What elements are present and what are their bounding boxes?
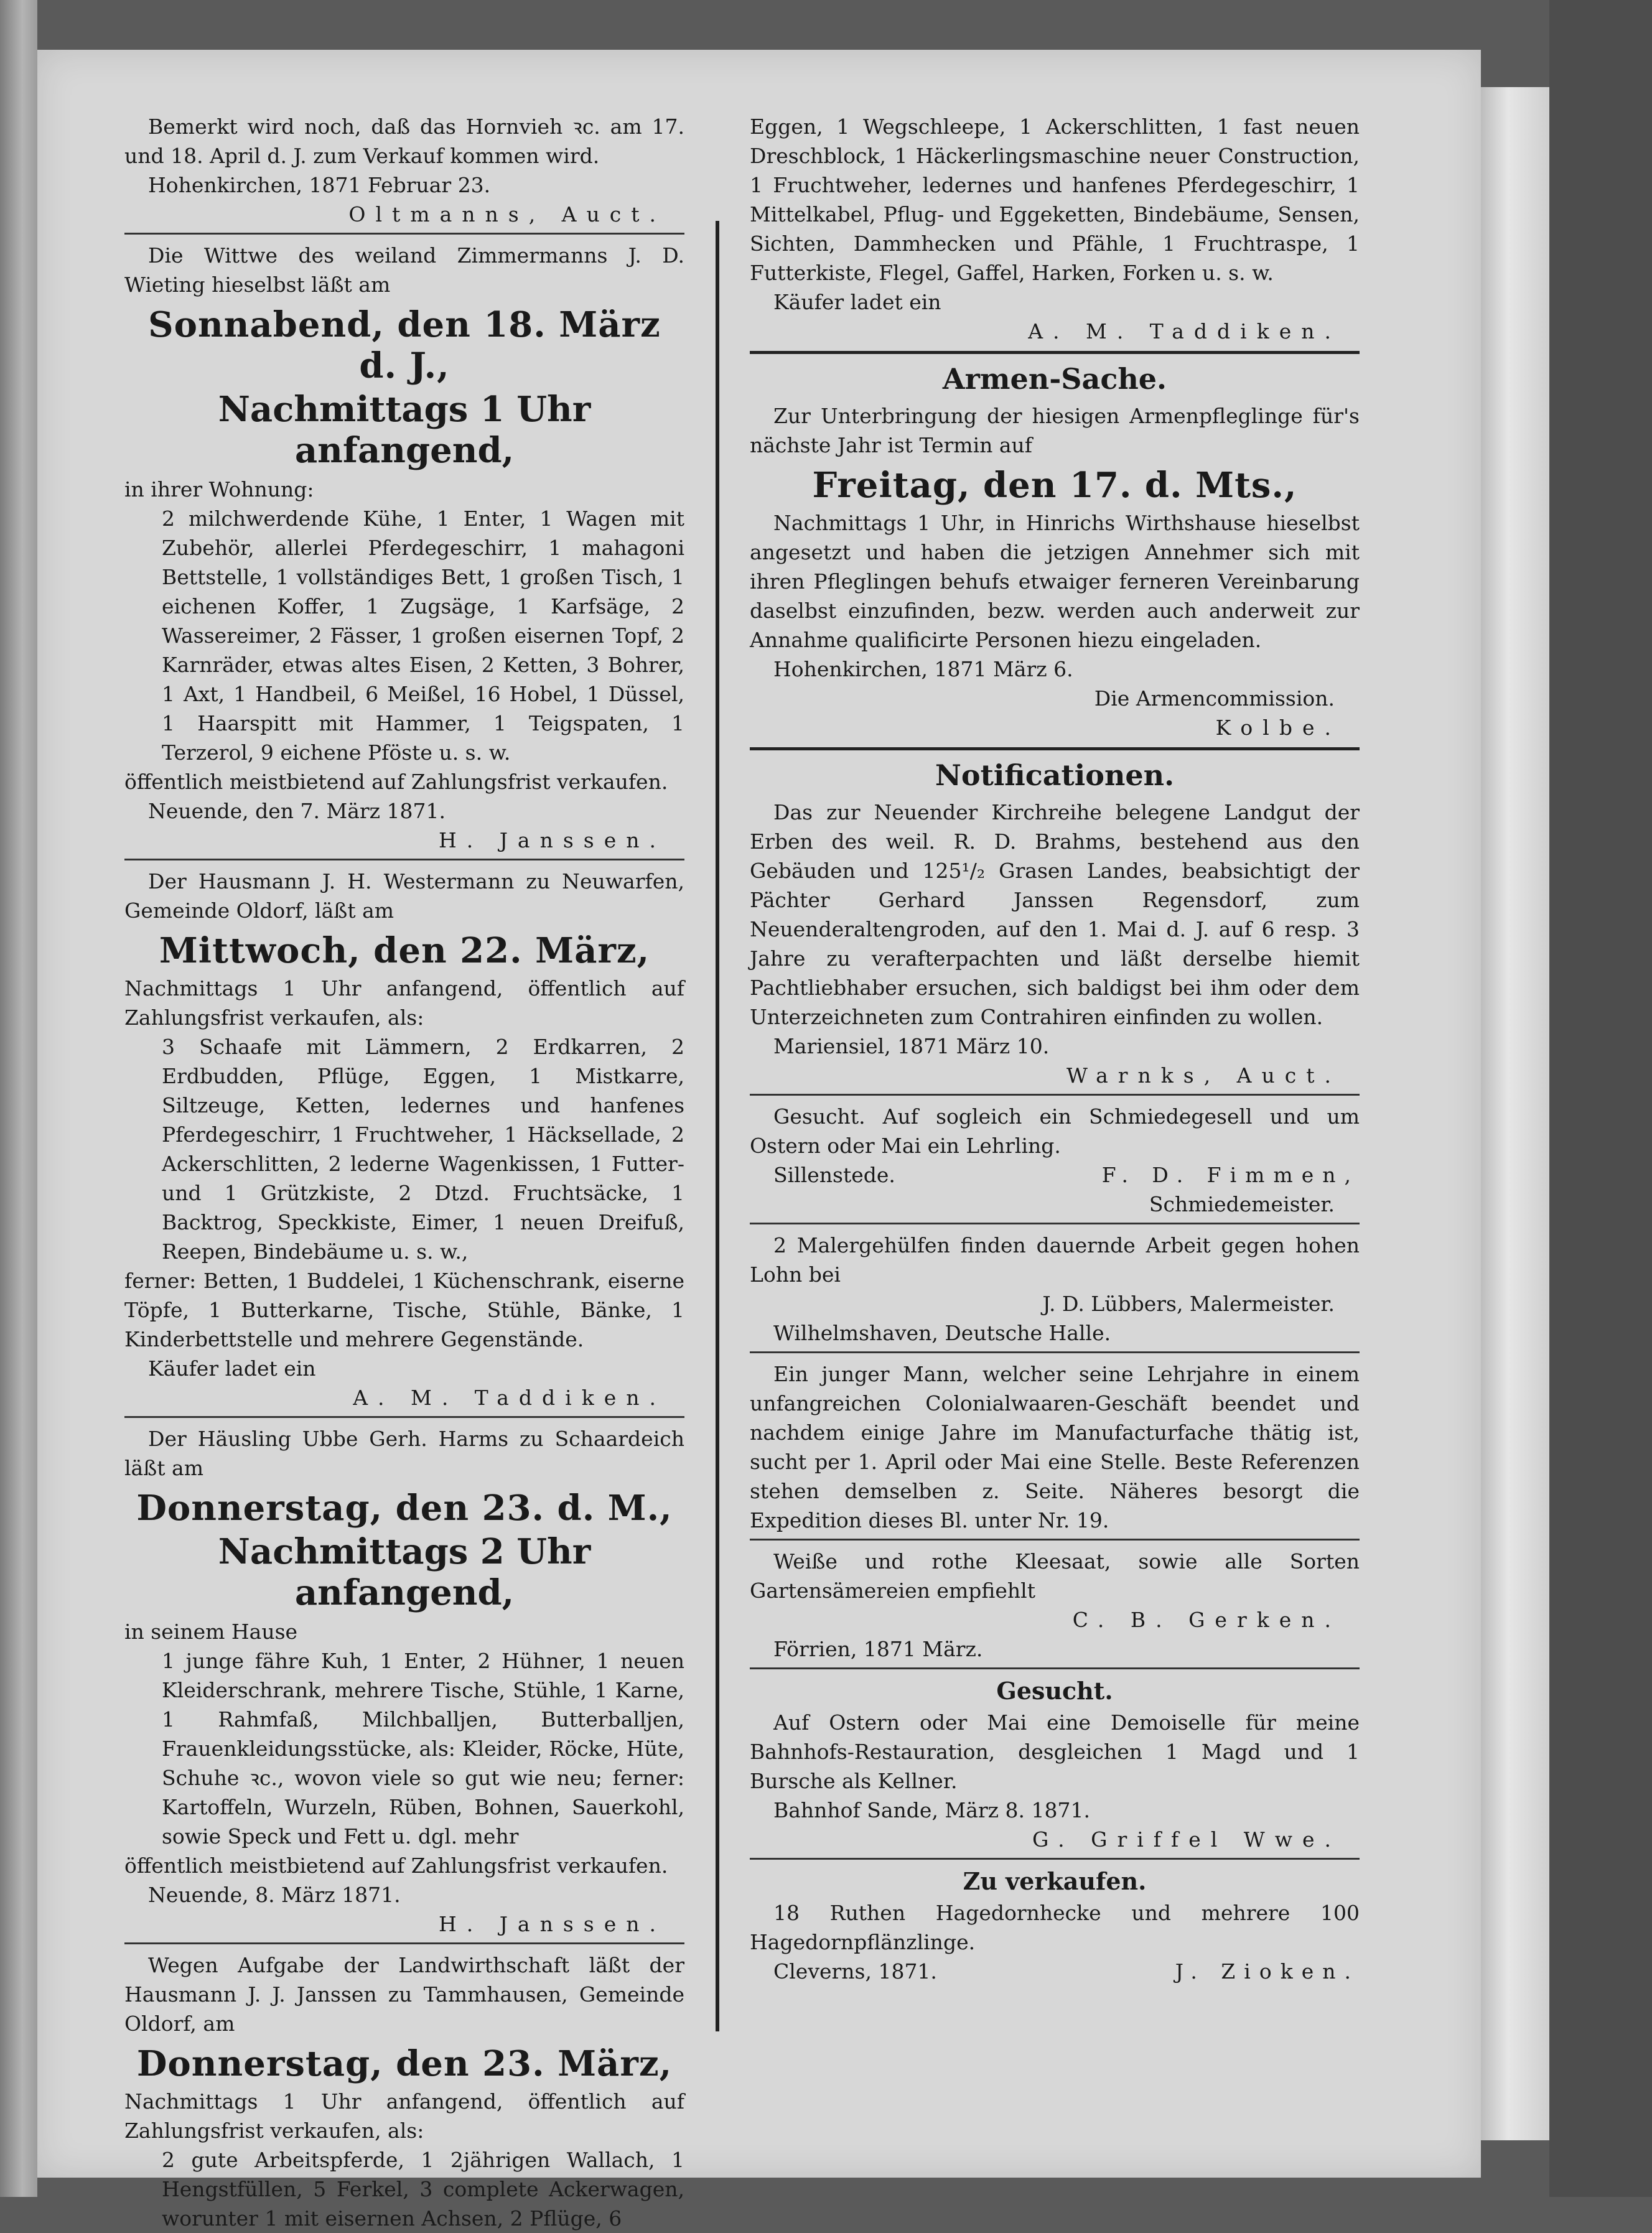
section-heading: Armen-Sache. bbox=[942, 362, 1167, 396]
auction-item-list: 3 Schaafe mit Lämmern, 2 Erdkarren, 2 Erdbudden, Pflüge, Eggen, 1 Mistkarre, Siltzeuge, Ketten, ledernes und hanfenes Pferdegeschirr, 1 Fruchtweher, 1 Häcksellade, 2 Ackerschlitten, 2 lederne Wagenkissen, 1 Futter- und 1 Grützkiste, 2 Dtzd. Fruchtsäcke, 1 Backtrog, Speckkiste, Eimer, 1 neuen Dreifuß, Reepen, Bindebäume u. s. w., bbox=[162, 1035, 684, 1264]
notice-text: Gesucht. Auf sogleich ein Schmiedegesell und um Ostern oder Mai ein Lehrling. bbox=[750, 1104, 1360, 1158]
auction-time-heading: Nachmittags 2 Uhr anfangend, bbox=[218, 1531, 591, 1613]
notice-rule bbox=[750, 1351, 1360, 1353]
notice-armen-sache bbox=[750, 360, 1360, 742]
book-spine bbox=[0, 0, 37, 2197]
notice-junger-mann bbox=[750, 1359, 1360, 1535]
notice-continued-items bbox=[750, 112, 1360, 346]
notice-rule bbox=[750, 1094, 1360, 1096]
notice-text: Weiße und rothe Kleesaat, sowie alle Sorten Gartensämereien empfiehlt bbox=[750, 1549, 1360, 1603]
notice-notificationen bbox=[750, 757, 1360, 1090]
notice-intro: Der Hausmann J. H. Westermann zu Neuwarfen, Gemeinde Oldorf, läßt am bbox=[124, 869, 684, 923]
notice-schmiedegesell bbox=[750, 1102, 1360, 1219]
auction-item-list: 1 junge fähre Kuh, 1 Enter, 2 Hühner, 1 neuen Kleiderschrank, mehrere Tische, Stühle, 1 Karne, 1 Rahmfaß, Milchballjen, Butterballjen, Frauenkleidungsstücke, als: Kleider, Röcke, Hüte, Schuhe ꝛc., wovon viele so gut wie neu; ferner: Kartoffeln, Wurzeln, Rüben, Bohnen, Sauerkohl, sowie Speck und Fett u. dgl. mehr bbox=[162, 1649, 684, 1848]
notice-gesucht bbox=[750, 1676, 1360, 1854]
notice-harms-auction bbox=[124, 1424, 684, 1939]
notice-signature: J. Zioken. bbox=[1175, 1959, 1360, 1984]
notice-text: Das zur Neuender Kirchreihe belegene Landgut der Erben des weil. R. D. Brahms, bestehend aus den Gebäuden und 125¹/₂ Grasen Landes, beabsichtigt der Pächter Gerhard Janssen Regensdorf, zum Neuenderaltengroden, auf den 1. Mai d. J. auf 6 resp. 3 Jahre zu verafterpachten und läßt derselbe hiemit Pachtliebhaber ersuchen, sich baldigst bei ihm oder dem Unterzeichneten zum Contrahiren einfinden zu wollen. bbox=[750, 800, 1360, 1029]
notice-place-date: Bahnhof Sande, März 8. 1871. bbox=[773, 1798, 1090, 1822]
section-heading: Zu verkaufen. bbox=[963, 1867, 1147, 1895]
notice-signature: A. M. Taddiken. bbox=[353, 1386, 666, 1410]
notice-signature: A. M. Taddiken. bbox=[1028, 319, 1341, 343]
notice-rule bbox=[124, 1416, 684, 1418]
notice-signature: F. D. Fimmen, bbox=[1101, 1163, 1360, 1187]
notice-rule bbox=[750, 1539, 1360, 1541]
notice-lead: in ihrer Wohnung: bbox=[124, 477, 314, 501]
notice-place-date: Förrien, 1871 März. bbox=[773, 1637, 983, 1661]
notice-place-date: Cleverns, 1871. bbox=[773, 1959, 937, 1984]
notice-intro: Die Wittwe des weiland Zimmermanns J. D. Wieting hieselbst läßt am bbox=[124, 243, 684, 297]
notice-text: 2 Malergehülfen finden dauernde Arbeit gegen hohen Lohn bei bbox=[750, 1233, 1360, 1287]
notice-wieting-auction bbox=[124, 241, 684, 855]
notice-text: Bemerkt wird noch, daß das Hornvieh ꝛc. am 17. und 18. April d. J. zum Verkauf kommen wird. bbox=[124, 114, 684, 168]
notice-buyers-line: Käufer ladet ein bbox=[773, 290, 941, 314]
notice-signature: J. D. Lübbers, Malermeister. bbox=[1042, 1292, 1335, 1316]
notice-signature: Oltmanns, Auct. bbox=[348, 202, 666, 226]
notice-place-date: Hohenkirchen, 1871 Februar 23. bbox=[148, 173, 491, 197]
notice-signature: Warnks, Auct. bbox=[1066, 1063, 1341, 1088]
notice-kleesaat bbox=[750, 1547, 1360, 1664]
notice-signature-title: Schmiedemeister. bbox=[1149, 1192, 1335, 1216]
notice-signature: C. B. Gerken. bbox=[1072, 1608, 1341, 1632]
notice-hornvieh bbox=[124, 112, 684, 229]
notice-text: Eggen, 1 Wegschleepe, 1 Ackerschlitten, 1 fast neuen Dreschblock, 1 Häckerlingsmaschine neuer Construction, 1 Fruchtweher, ledernes und hanfenes Pferdegeschirr, 1 Mittelkabel, Pflug- und Eggeketten, Bindebäume, Sensen, Sichten, Dammhecken und Pfähle, 1 Fruchtraspe, 1 Futterkiste, Flegel, Gaffel, Harken, Forken u. s. w. bbox=[750, 114, 1360, 285]
notice-signature: H. Janssen. bbox=[438, 828, 666, 852]
notice-rule bbox=[124, 233, 684, 235]
notice-rule bbox=[750, 1223, 1360, 1224]
notice-rule bbox=[750, 1858, 1360, 1860]
notice-buyers-line: Käufer ladet ein bbox=[148, 1356, 316, 1381]
page-stack-edge bbox=[1481, 87, 1549, 2140]
notice-organization: Die Armencommission. bbox=[1094, 686, 1335, 711]
scan-margin bbox=[1549, 0, 1652, 2197]
notice-lead: Nachmittags 1 Uhr anfangend, öffentlich auf Zahlungsfrist verkaufen, als: bbox=[124, 2089, 684, 2143]
column-divider bbox=[716, 221, 719, 2031]
section-heading: Notificationen. bbox=[935, 758, 1175, 792]
notice-rule bbox=[750, 1667, 1360, 1669]
notice-place-date: Neuende, 8. März 1871. bbox=[148, 1883, 401, 1907]
left-column bbox=[124, 112, 684, 2231]
notice-rule bbox=[124, 1942, 684, 1944]
notice-text: Auf Ostern oder Mai eine Demoiselle für meine Bahnhofs-Restauration, desgleichen 1 Magd und 1 Bursche als Kellner. bbox=[750, 1710, 1360, 1793]
notice-zu-verkaufen bbox=[750, 1866, 1360, 1986]
notice-malergehuelfen bbox=[750, 1231, 1360, 1348]
auction-date-heading: Donnerstag, den 23. März, bbox=[136, 2043, 673, 2084]
auction-time-heading: Nachmittags 1 Uhr anfangend, bbox=[218, 389, 591, 471]
notice-text: Ein junger Mann, welcher seine Lehrjahre in einem unfangreichen Colonialwaaren-Geschäft beendet und nachdem einige Jahre im Manufacturfache thätig ist, sucht per 1. April oder Mai eine Stelle. Beste Referenzen stehen demselben z. Seite. Näheres besorgt die Expedition dieses Bl. unter Nr. 19. bbox=[750, 1362, 1360, 1532]
notice-westermann-auction bbox=[124, 867, 684, 1412]
notice-closing: öffentlich meistbietend auf Zahlungsfrist verkaufen. bbox=[124, 1853, 668, 1878]
notice-signature-row bbox=[750, 1160, 1360, 1190]
notice-intro: Der Häusling Ubbe Gerh. Harms zu Schaardeich läßt am bbox=[124, 1427, 684, 1480]
notice-janssen-auction bbox=[124, 1951, 684, 2233]
section-heading: Gesucht. bbox=[996, 1677, 1113, 1705]
section-rule bbox=[750, 351, 1360, 354]
meeting-date-heading: Freitag, den 17. d. Mts., bbox=[812, 465, 1297, 506]
notice-place-date: Hohenkirchen, 1871 März 6. bbox=[773, 657, 1073, 681]
notice-text: Nachmittags 1 Uhr, in Hinrichs Wirthshause hieselbst angesetzt und haben die jetzigen Annehmer sich mit ihren Pfleglingen behufs etwaiger ferneren Vereinbarung daselbst einzufinden, bezw. werden auch anderweit zur Annahme qualificirte Personen hiezu eingeladen. bbox=[750, 511, 1360, 652]
notice-place-date: Mariensiel, 1871 März 10. bbox=[773, 1034, 1050, 1058]
notice-intro: Wegen Aufgabe der Landwirthschaft läßt der Hausmann J. J. Janssen zu Tammhausen, Gemeinde Oldorf, am bbox=[124, 1953, 684, 2036]
auction-item-list: 2 milchwerdende Kühe, 1 Enter, 1 Wagen mit Zubehör, allerlei Pferdegeschirr, 1 mahagoni Bettstelle, 1 vollständiges Bett, 1 großen Tisch, 1 eichenen Koffer, 1 Zugsäge, 1 Karfsäge, 2 Wassereimer, 2 Fässer, 1 großen eisernen Topf, 2 Karnräder, etwas altes Eisen, 2 Ketten, 3 Bohrer, 1 Axt, 1 Handbeil, 6 Meißel, 16 Hobel, 1 Düssel, 1 Haarspitt mit Hammer, 1 Teigspaten, 1 Terzerol, 9 eichene Pföste u. s. w. bbox=[162, 506, 684, 765]
notice-place: Wilhelmshaven, Deutsche Halle. bbox=[773, 1321, 1111, 1345]
notice-signature-row bbox=[750, 1957, 1360, 1986]
notice-place-date: Neuende, den 7. März 1871. bbox=[148, 799, 446, 823]
auction-further-items: ferner: Betten, 1 Buddelei, 1 Küchenschrank, eiserne Töpfe, 1 Butterkarne, Tische, Stühle, Bänke, 1 Kinderbettstelle und mehrere Gegenstände. bbox=[124, 1269, 684, 1351]
auction-date-heading: Donnerstag, den 23. d. M., bbox=[136, 1488, 673, 1529]
notice-lead: in seinem Hause bbox=[124, 1620, 298, 1644]
auction-date-heading: Mittwoch, den 22. März, bbox=[159, 930, 650, 971]
notice-lead: Nachmittags 1 Uhr anfangend, öffentlich auf Zahlungsfrist verkaufen, als: bbox=[124, 976, 684, 1030]
notice-signature: Kolbe. bbox=[1215, 716, 1341, 740]
right-column bbox=[750, 112, 1360, 2184]
notice-signature: G. Griffel Wwe. bbox=[1032, 1827, 1341, 1852]
auction-date-heading: Sonnabend, den 18. März d. J., bbox=[148, 304, 661, 386]
notice-text: 18 Ruthen Hagedornhecke und mehrere 100 Hagedornpflänzlinge. bbox=[750, 1901, 1360, 1954]
section-rule bbox=[750, 747, 1360, 750]
notice-intro: Zur Unterbringung der hiesigen Armenpfleglinge für's nächste Jahr ist Termin auf bbox=[750, 404, 1360, 457]
notice-place: Sillenstede. bbox=[773, 1163, 895, 1187]
notice-closing: öffentlich meistbietend auf Zahlungsfrist verkaufen. bbox=[124, 770, 668, 794]
notice-rule bbox=[124, 859, 684, 860]
auction-item-list: 2 gute Arbeitspferde, 1 2jährigen Wallach, 1 Hengstfüllen, 5 Ferkel, 3 complete Ackerwagen, worunter 1 mit eisernen Achsen, 2 Pflüge, 6 bbox=[162, 2148, 684, 2231]
notice-signature: H. Janssen. bbox=[438, 1912, 666, 1936]
